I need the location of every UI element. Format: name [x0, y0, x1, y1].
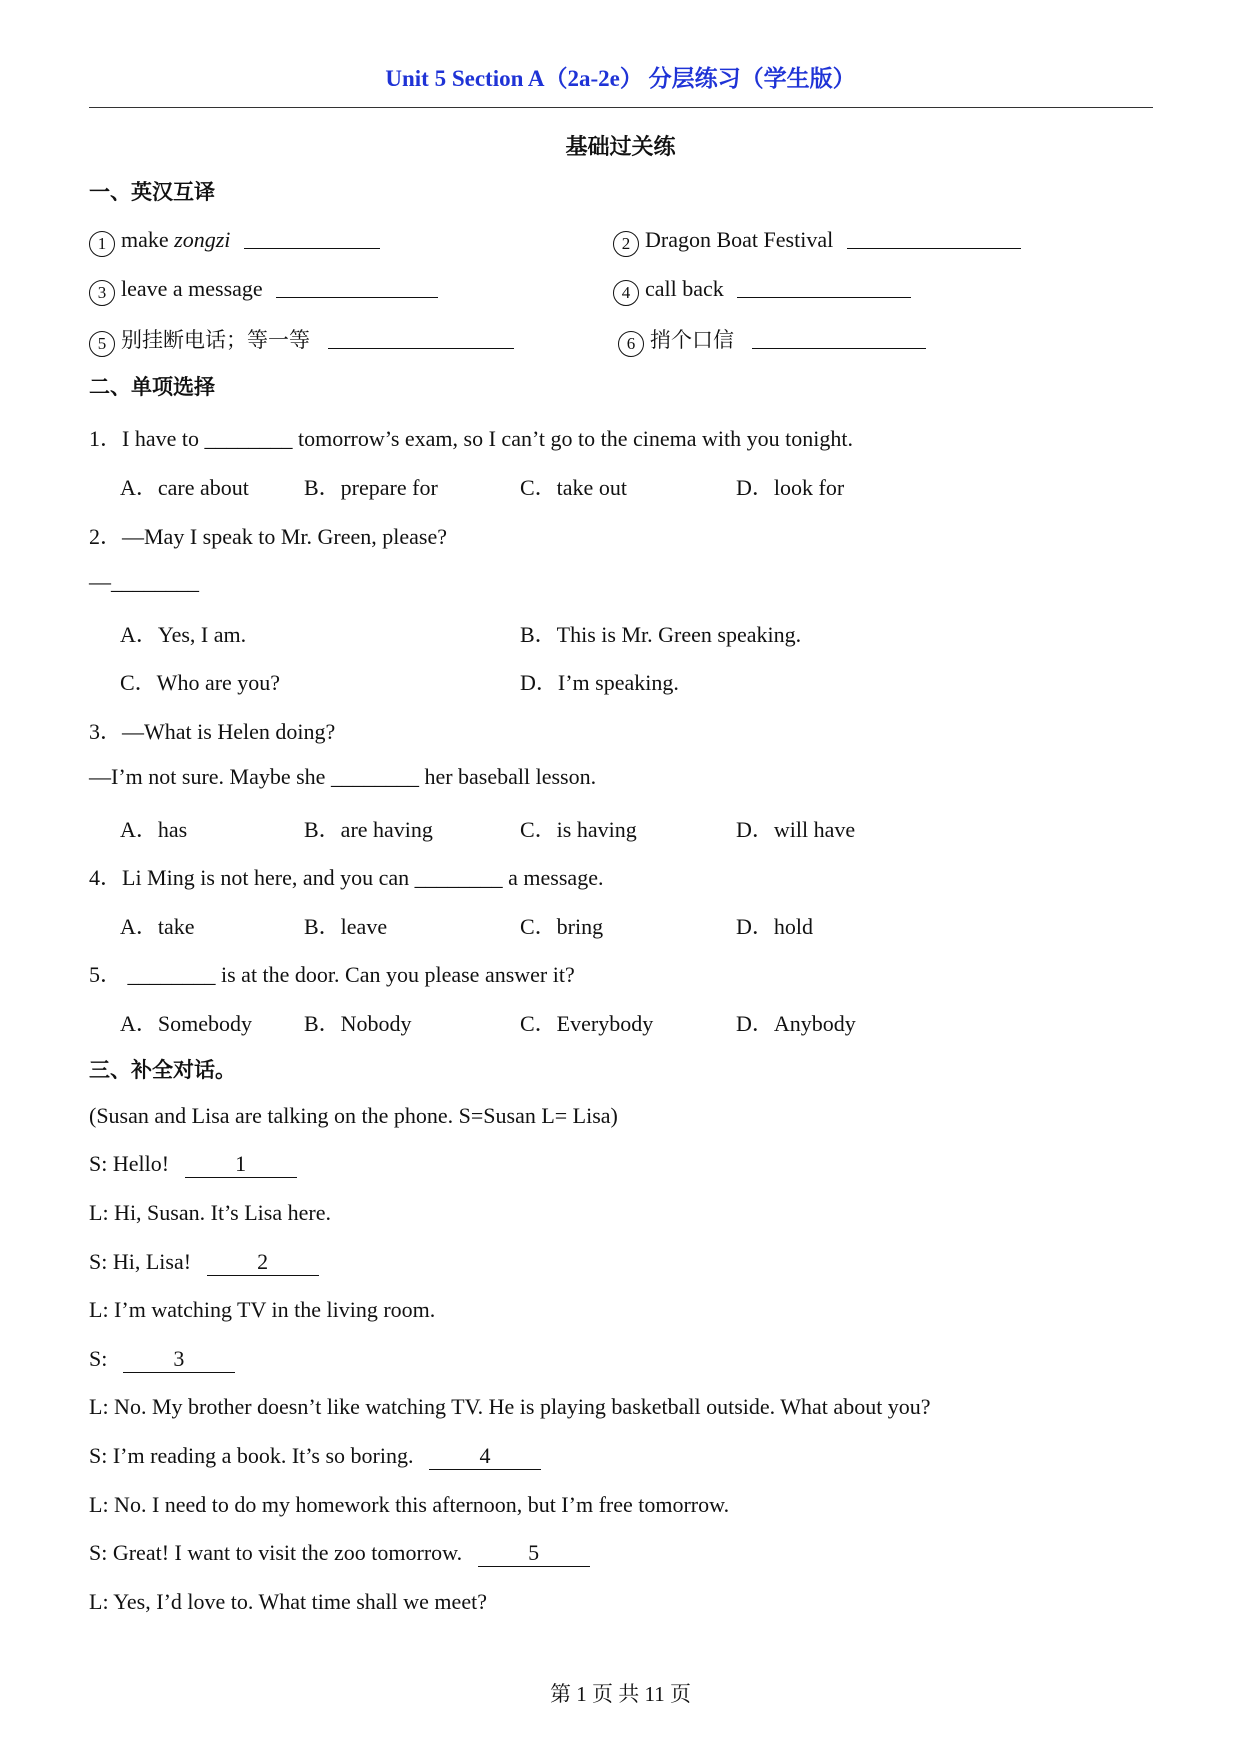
- question-1-option-b[interactable]: B．prepare for: [304, 475, 438, 500]
- item-text: call back: [645, 276, 724, 301]
- dialogue-text: S:: [89, 1346, 113, 1371]
- dialogue-text: S: Hello!: [89, 1151, 175, 1176]
- item-number-badge: 5: [89, 331, 115, 357]
- translation-item-6: [618, 324, 926, 357]
- question-5-option-a[interactable]: A．Somebody: [120, 1011, 253, 1036]
- question-1-option-c[interactable]: C．take out: [520, 475, 627, 500]
- dialogue-line-8: L: No. I need to do my homework this afternoon, but I’m free tomorrow.: [89, 1492, 730, 1517]
- question-3-stem: 3．—What is Helen doing?: [89, 719, 336, 744]
- question-4-option-d[interactable]: D．hold: [736, 914, 814, 939]
- page-footer: 第 1 页 共 11 页: [550, 1682, 691, 1706]
- question-5-stem: 5． ________ is at the door. Can you please answer it?: [89, 962, 575, 987]
- question-2-option-d[interactable]: D．I’m speaking.: [520, 670, 679, 695]
- item-number-badge: 3: [89, 280, 115, 306]
- dialogue-blank-1[interactable]: 1: [185, 1151, 297, 1178]
- dialogue-text: S: Hi, Lisa!: [89, 1249, 197, 1274]
- question-2-option-c[interactable]: C．Who are you?: [120, 670, 281, 695]
- dialogue-line-10: L: Yes, I’d love to. What time shall we meet?: [89, 1589, 487, 1614]
- dialogue-line-2: L: Hi, Susan. It’s Lisa here.: [89, 1200, 331, 1225]
- answer-blank[interactable]: [276, 279, 438, 298]
- question-2-response: —________: [89, 569, 199, 594]
- dialogue-line-9: [89, 1540, 590, 1567]
- translation-item-5: [89, 324, 514, 357]
- question-3-option-b[interactable]: B．are having: [304, 817, 433, 842]
- question-1-option-d[interactable]: D．look for: [736, 475, 845, 500]
- translation-item-4: [613, 276, 911, 306]
- section2-heading: 二、单项选择: [89, 375, 215, 399]
- dialogue-intro: (Susan and Lisa are talking on the phone. S=Susan L= Lisa): [89, 1103, 618, 1128]
- answer-blank[interactable]: [752, 330, 926, 349]
- question-3-option-a[interactable]: A．has: [120, 817, 188, 842]
- document-subtitle: 基础过关练: [565, 134, 676, 159]
- item-number-badge: 4: [613, 280, 639, 306]
- dialogue-text: S: I’m reading a book. It’s so boring.: [89, 1443, 419, 1468]
- dialogue-line-7: [89, 1443, 541, 1470]
- question-5-option-c[interactable]: C．Everybody: [520, 1011, 654, 1036]
- item-number-badge: 1: [89, 231, 115, 257]
- question-3-option-c[interactable]: C．is having: [520, 817, 637, 842]
- translation-item-1: [89, 227, 380, 257]
- item-text: Dragon Boat Festival: [645, 227, 834, 252]
- question-2-stem: 2．—May I speak to Mr. Green, please?: [89, 524, 448, 549]
- answer-blank[interactable]: [737, 279, 911, 298]
- document-header-title: Unit 5 Section A（2a-2e） 分层练习（学生版）: [385, 66, 856, 91]
- item-number-badge: 2: [613, 231, 639, 257]
- item-text: 别挂断电话；等一等: [121, 328, 310, 352]
- item-italic-text: zongzi: [174, 227, 231, 252]
- dialogue-blank-5[interactable]: 5: [478, 1540, 590, 1567]
- question-3-response: —I’m not sure. Maybe she ________ her baseball lesson.: [89, 764, 597, 789]
- dialogue-line-6: L: No. My brother doesn’t like watching TV. He is playing basketball outside. What about you?: [89, 1394, 931, 1419]
- question-5-option-b[interactable]: B．Nobody: [304, 1011, 412, 1036]
- item-text: leave a message: [121, 276, 263, 301]
- dialogue-line-5: [89, 1346, 235, 1373]
- translation-item-3: [89, 276, 438, 306]
- dialogue-blank-3[interactable]: 3: [123, 1346, 235, 1373]
- question-5-option-d[interactable]: D．Anybody: [736, 1011, 856, 1036]
- question-1-stem: 1．I have to ________ tomorrow’s exam, so I can’t go to the cinema with you tonight.: [89, 426, 853, 451]
- question-3-option-d[interactable]: D．will have: [736, 817, 856, 842]
- answer-blank[interactable]: [328, 330, 514, 349]
- question-4-option-c[interactable]: C．bring: [520, 914, 604, 939]
- dialogue-line-4: L: I’m watching TV in the living room.: [89, 1297, 436, 1322]
- dialogue-line-3: [89, 1249, 319, 1276]
- section1-heading: 一、英汉互译: [89, 180, 215, 204]
- dialogue-blank-2[interactable]: 2: [207, 1249, 319, 1276]
- dialogue-blank-4[interactable]: 4: [429, 1443, 541, 1470]
- item-text: 捎个口信: [650, 328, 734, 352]
- translation-item-2: [613, 227, 1021, 257]
- answer-blank[interactable]: [244, 230, 380, 249]
- dialogue-text: S: Great! I want to visit the zoo tomorrow.: [89, 1540, 468, 1565]
- header-divider: [89, 107, 1153, 108]
- question-4-option-b[interactable]: B．leave: [304, 914, 388, 939]
- section3-heading: 三、补全对话。: [89, 1058, 236, 1082]
- item-text: make: [121, 227, 175, 252]
- question-2-option-b[interactable]: B．This is Mr. Green speaking.: [520, 622, 802, 647]
- dialogue-line-1: [89, 1151, 297, 1178]
- answer-blank[interactable]: [847, 230, 1021, 249]
- question-4-option-a[interactable]: A．take: [120, 914, 195, 939]
- question-2-option-a[interactable]: A．Yes, I am.: [120, 622, 247, 647]
- item-number-badge: 6: [618, 331, 644, 357]
- question-1-option-a[interactable]: A．care about: [120, 475, 249, 500]
- question-4-stem: 4．Li Ming is not here, and you can ________ a message.: [89, 865, 604, 890]
